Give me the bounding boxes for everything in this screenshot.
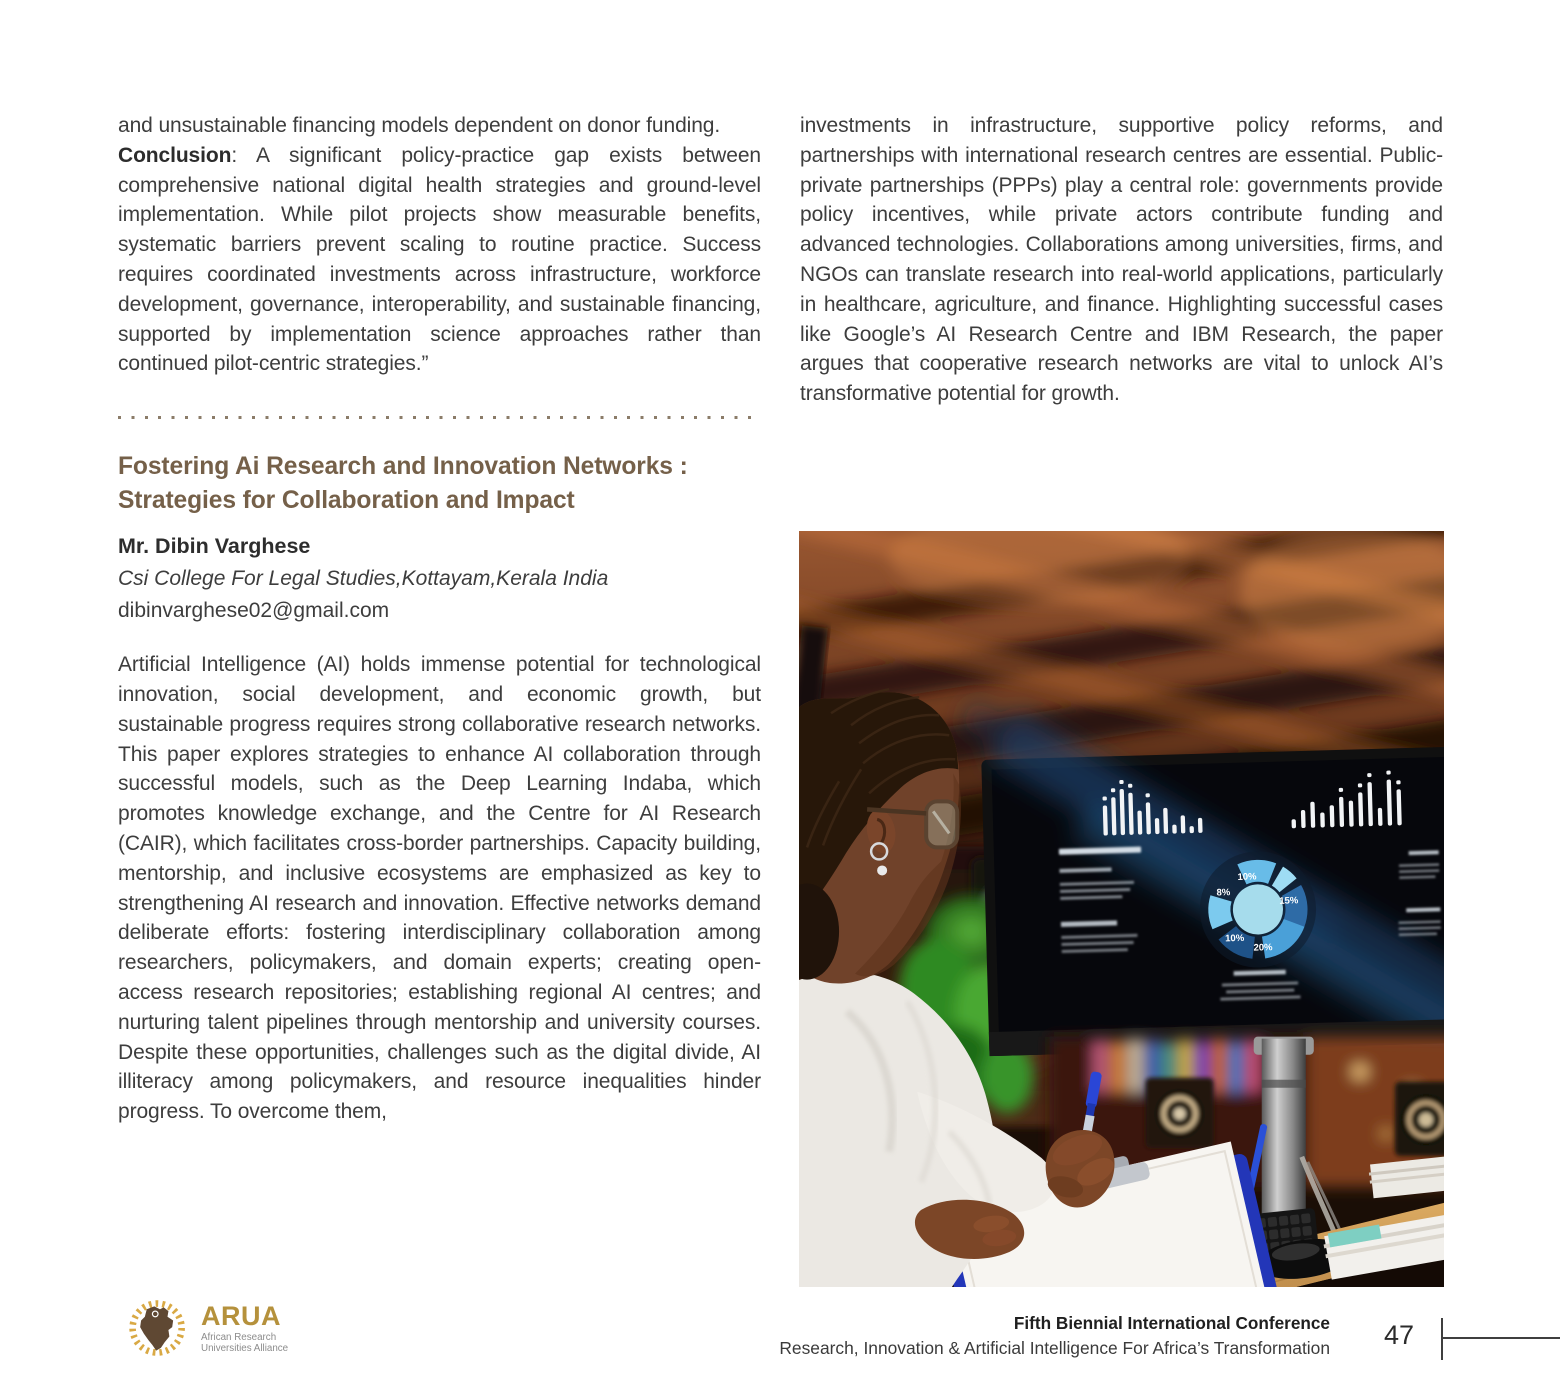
- arua-subtitle-line1: African Research: [201, 1331, 277, 1343]
- arua-logo-text: [201, 1300, 289, 1355]
- abstract-text: Artificial Intelligence (AI) holds immense potential for technological innovation, social development, and economic growth, but sustainable progress requires strong collaborative research networks. This paper explores strategies to enhance AI collaboration through successful models, such as the Deep Learning Indaba, which promotes knowledge exchange, and the Centre for AI Research (CAIR), which facilitates cross-border partnerships. Capacity building, mentorship, and inclusive ecosystems are emphasized as key to strengthening AI research and innovation. Effective networks demand deliberate efforts: fostering interdisciplinary collaboration among researchers, policymakers, and domain experts; creating open-access research repositories; establishing regional AI centres; and nurturing talent pipelines through mentorship and university courses. Despite these opportunities, challenges such as the digital divide, AI illiteracy among policymakers, and resource inequalities hinder progress. To overcome them,: [118, 653, 761, 1124]
- svg-text:20%: 20%: [1253, 942, 1273, 954]
- arua-logo: [126, 1296, 288, 1362]
- svg-text:8%: 8%: [1216, 887, 1231, 899]
- photo-woman-analytics: [799, 531, 1444, 1287]
- conference-subtitle: Research, Innovation & Artificial Intelligence For Africa’s Transformation: [779, 1338, 1330, 1358]
- conference-title: Fifth Biennial International Conference: [1013, 1313, 1330, 1333]
- desk-speaker-left: [1146, 1078, 1214, 1148]
- dotted-separator: [118, 416, 761, 419]
- pearl-earring: [877, 865, 887, 875]
- svg-text:10%: 10%: [1237, 871, 1257, 883]
- page-number: 47: [1384, 1320, 1415, 1350]
- continued-paragraph: and unsustainable financing models dependent on donor funding.: [118, 114, 721, 137]
- arua-logo-icon: [126, 1296, 192, 1362]
- continuation-paragraph: investments in infrastructure, supportive policy reforms, and partnerships with international research centres are essential. Public-private partnerships (PPPs) play a central role: governments provide policy incentives, while private actors contribute funding and advanced technologies. Collaborations among universities, firms, and NGOs can translate research into real-world applications, particularly in healthcare, agriculture, and finance. Highlighting successful cases like Google’s AI Research Centre and IBM Research, the paper argues that cooperative research networks are vital to unlock AI’s transformative potential for growth.: [800, 114, 1443, 406]
- africa-map: [140, 1306, 173, 1350]
- desk-speaker-right: [1395, 1082, 1444, 1156]
- svg-text:15%: 15%: [1279, 895, 1299, 907]
- arua-wordmark: ARUA: [201, 1300, 281, 1331]
- conclusion-text: : A significant policy-practice gap exists between comprehensive national digital health strategies and ground-level implementation. While pilot projects show measurable benefits, systematic barriers prevent scaling to routine practice. Success requires coordinated investments across infrastructure, workforce development, governance, interoperability, and sustainable financing, supported by implementation science approaches rather than continued pilot-centric strategies.”: [118, 143, 761, 376]
- arua-subtitle: [201, 1332, 288, 1355]
- author-name: Mr. Dibin Varghese: [118, 534, 311, 559]
- svg-text:10%: 10%: [1225, 932, 1245, 945]
- arua-subtitle-line2: Universities Alliance: [201, 1343, 289, 1354]
- conclusion-label: Conclusion: [118, 143, 232, 167]
- left-column: [118, 111, 761, 1127]
- photo-illustration: [799, 531, 1444, 1287]
- page-number-rule: [1441, 1337, 1560, 1339]
- footer-conference-block: [779, 1311, 1330, 1361]
- author-affiliation: Csi College For Legal Studies,Kottayam,Kerala India: [118, 567, 609, 591]
- author-email: dibinvarghese02@gmail.com: [118, 599, 390, 623]
- right-column: [800, 111, 1443, 409]
- abstract-title: Fostering Ai Research and Innovation Networks : Strategies for Collaboration and Impact: [118, 453, 688, 515]
- conclusion-paragraph: [118, 141, 761, 379]
- page-number-tick: [1441, 1318, 1443, 1360]
